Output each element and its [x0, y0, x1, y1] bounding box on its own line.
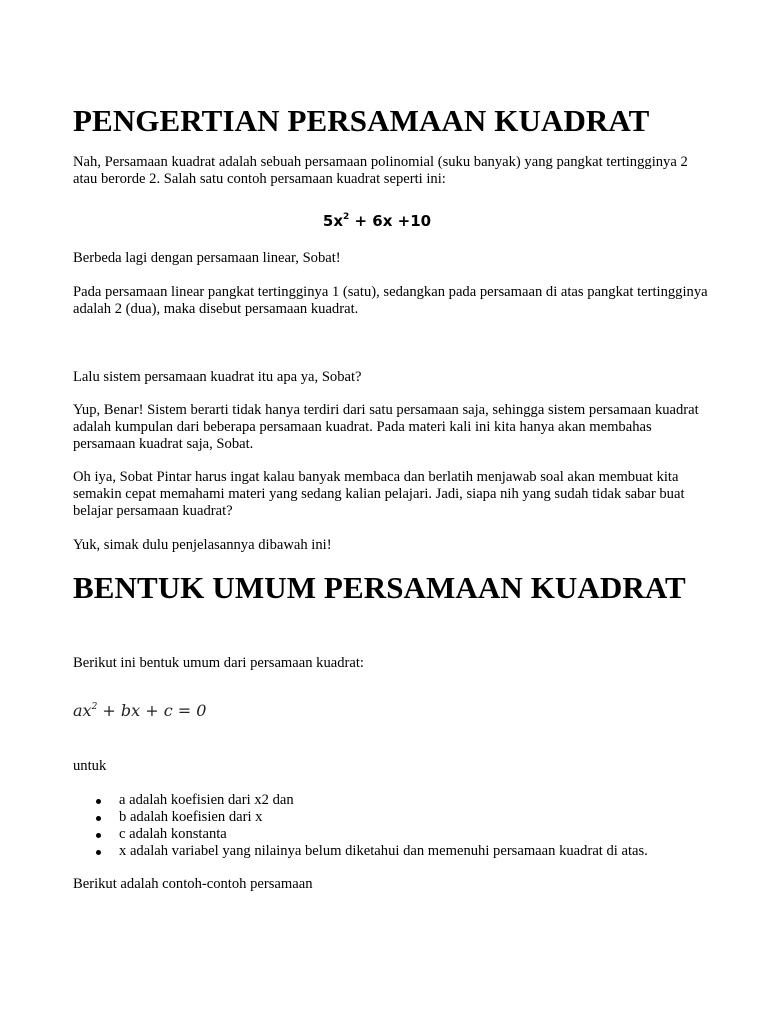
equation-example — [0, 207, 754, 231]
paragraph-linear-intro: Berbeda lagi dengan persamaan linear, Sobat! — [73, 250, 341, 266]
paragraph-linear-compare: Pada persamaan linear pangkat tertingginya 1 (satu), sedangkan pada persamaan di atas pangkat tertingginya adalah 2 (dua), maka disebut persamaan kuadrat. — [73, 284, 708, 317]
bullet-icon — [96, 816, 101, 821]
list-item — [73, 843, 648, 860]
list-item — [73, 809, 648, 826]
bullet-icon — [96, 833, 101, 838]
paragraph-general-form-intro: Berikut ini bentuk umum dari persamaan kuadrat: — [73, 655, 364, 671]
equation-general-base: ax — [73, 701, 92, 720]
paragraph-system-answer: Yup, Benar! Sistem berarti tidak hanya terdiri dari satu persamaan saja, sehingga sistem persamaan kuadrat adalah kumpulan dari beberapa persamaan kuadrat. Pada materi kali ini kita hanya akan membahas persamaan kuadrat saja, Sobat. — [73, 402, 699, 452]
bullet-icon — [96, 850, 101, 855]
list-item — [73, 826, 648, 843]
list-item-text: a adalah koefisien dari x2 dan — [119, 792, 294, 808]
list-item-text: x adalah variabel yang nilainya belum diketahui dan memenuhi persamaan kuadrat di atas. — [119, 843, 648, 859]
equation-general-exponent: 2 — [91, 702, 98, 712]
paragraph-definition: Nah, Persamaan kuadrat adalah sebuah persamaan polinomial (suku banyak) yang pangkat tertingginya 2 atau berorde 2. Salah satu contoh persamaan kuadrat seperti ini: — [73, 154, 688, 187]
equation-general-rest: + bx + c = 0 — [97, 701, 207, 720]
paragraph-untuk: untuk — [73, 758, 107, 774]
equation-example-base: 5x — [322, 212, 344, 230]
equation-example-exponent: 2 — [343, 212, 350, 222]
paragraph-system-question: Lalu sistem persamaan kuadrat itu apa ya, Sobat? — [73, 369, 362, 385]
equation-general-form — [73, 696, 206, 722]
list-item — [73, 792, 648, 809]
list-item-text: b adalah koefisien dari x — [119, 809, 263, 825]
heading-pengertian: PENGERTIAN PERSAMAAN KUADRAT — [73, 103, 650, 138]
paragraph-motivation: Oh iya, Sobat Pintar harus ingat kalau banyak membaca dan berlatih menjawab soal akan membuat kita semakin cepat memahami materi yang sedang kalian pelajari. Jadi, siapa nih yang sudah tidak sabar buat belajar persamaan kuadrat? — [73, 469, 685, 519]
paragraph-examples-intro: Berikut adalah contoh-contoh persamaan — [73, 876, 313, 892]
paragraph-lead-in: Yuk, simak dulu penjelasannya dibawah ini! — [73, 537, 332, 553]
equation-example-rest: + 6x +10 — [349, 212, 432, 230]
list-item-text: c adalah konstanta — [119, 826, 227, 842]
definition-list — [73, 792, 648, 860]
heading-bentuk-umum: BENTUK UMUM PERSAMAAN KUADRAT — [73, 570, 686, 605]
bullet-icon — [96, 799, 101, 804]
